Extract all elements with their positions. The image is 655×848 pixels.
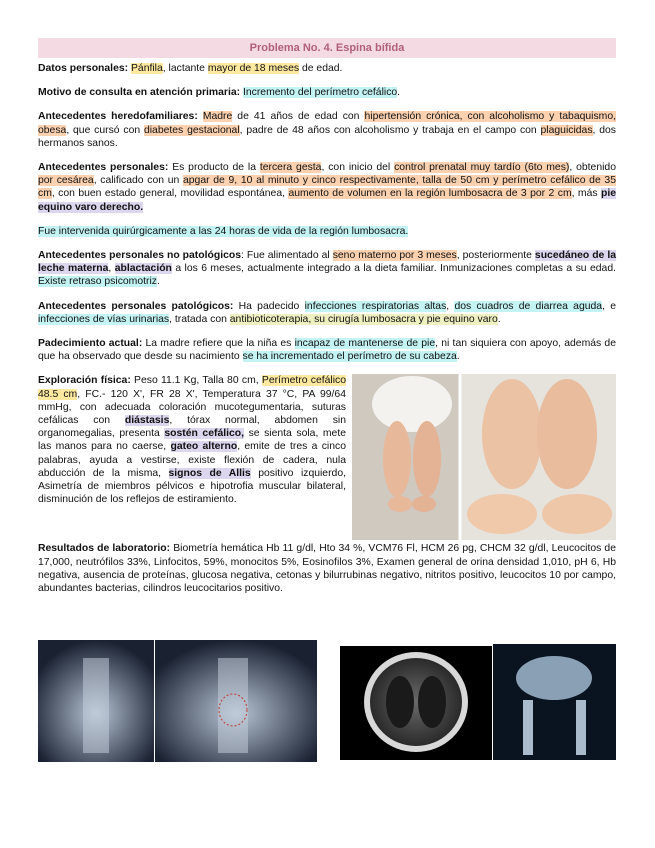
antecedentes-patologicos: Antecedentes personales patológicos: Ha padecido infecciones respiratorias altas, dos cuadros de diarrea aguda, e infecciones de vías urinarias, tratada con antibioticoterapia, su cirugía lumbosacra y pie equino varo. <box>38 300 617 325</box>
datos-personales: Datos personales: Pánfila, lactante mayor de 18 meses de edad. <box>38 63 343 74</box>
legs-photo-illustration <box>352 374 616 540</box>
motivo-consulta: Motivo de consulta en atención primaria: Incremento del perímetro cefálico. <box>38 87 401 99</box>
intervencion: Fue intervenida quirúrgicamente a las 24 horas de vida de la región lumbosacra. <box>38 225 409 237</box>
imaging-illustration <box>38 638 616 762</box>
page-title: Problema No. 4. Espina bífida <box>38 38 616 58</box>
spine-xray-1 <box>38 640 154 762</box>
brain-ct <box>340 646 492 760</box>
imaging-row <box>38 638 616 762</box>
exploracion-row <box>38 374 616 540</box>
spine-xray-2 <box>155 640 317 762</box>
antecedentes-personales: Antecedentes personales: Es producto de la tercera gesta, con inicio del control prenatal muy tardío (6to mes), obtenido por cesárea, calificado con un apgar de 9, 10 al minuto y cinco respectivamente, talla de 50 cm y perímetro cefálico de 35 cm, con buen estado general, movilidad espontánea, aumento de volumen en la región lumbosacra de 3 por 2 cm, más pie equino varo derecho. <box>38 162 616 213</box>
patient-legs-photo <box>352 374 616 540</box>
resultados-laboratorio: Resultados de laboratorio: Biometría hemática Hb 11 g/dl, Hto 34 %, VCM76 Fl, HCM 26 pg, CHCM 32 g/dl, Leucocitos de 17,000, neutrófilos 33%, Linfocitos, 59%, monocitos 5%, Eosinofilos 3%, Examen general de orina densidad 1,010, pH 6, Hb negativa, ausencia de proteínas, glucosa negativa, cetonas y bilurrubinas negativo, nitritos positivo, leucocitos 10 por campo, abundantes bacterias, cilindros leucocitarios positivo. <box>38 543 616 595</box>
exploracion-fisica: Exploración física: Peso 11.1 Kg, Talla 80 cm, Perímetro cefálico 48.5 cm, FC.- 120 X', FR 28 X', Temperatura 37 °C, PA 99/64 mmHg, con adecuada coloración mucotegumentaria, suturas cefálicas con diástasis, tórax normal, abdomen sin organomegalias, presenta sostén cefálico, se sienta sola, mete las manos para no caerse, gateo alterno, emite de tres a cinco palabras, ayuda a vestirse, existe flexión de cadera, nula abducción de la misma, signos de Allis positivo izquierdo, Asimetría de miembros pélvicos e hipotrofia muscular bilateral, disminución de los reflejos de estiramiento. <box>38 375 347 506</box>
document-page <box>38 38 616 595</box>
padecimiento-actual: Padecimiento actual: La madre refiere que la niña es incapaz de mantenerse de pie, ni tan siquiera con apoyo, además de que ha observado que desde su nacimiento se ha incrementado el perímetro de su cabeza. <box>38 338 616 363</box>
antecedentes-heredofamiliares: Antecedentes heredofamiliares: Madre de 41 años de edad con hipertensión crónica, con alcoholismo y tabaquismo, obesa, que cursó con diabetes gestacional, padre de 48 años con alcoholismo y trabaja en el campo con plaguicidas, dos hermanos sanos. <box>38 111 616 149</box>
pelvis-xray <box>493 644 616 760</box>
antecedentes-no-patologicos: Antecedentes personales no patológicos: Fue alimentado al seno materno por 3 meses, posteriormente sucedáneo de la leche materna, ablactación a los 6 meses, actualmente integrado a la dieta familiar. Inmunizaciones completas a su edad. Existe retraso psicomotriz. <box>38 250 616 288</box>
